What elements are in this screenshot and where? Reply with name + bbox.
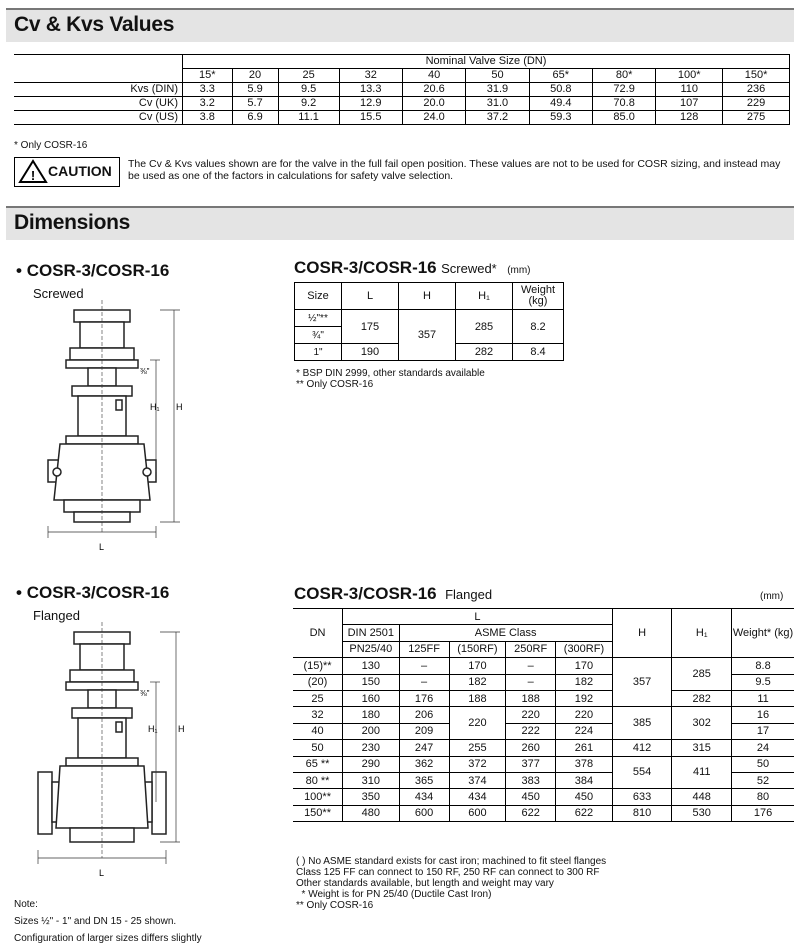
caution-text: The Cv & Kvs values shown are for the valve in the full fail open position. These values are not to be used for COSR sizing, and instead may be used as one of the factors in calculations for safety valve selection. [128,158,781,182]
value-cell: 15.5 [339,111,402,125]
value-cell: 128 [656,111,723,125]
size-header-cell: 32 [339,69,402,83]
table-row: 25 160 176 188 188 192 282 11 [293,690,794,706]
cv-size-row [14,69,790,83]
dimensions-section-header [6,206,794,240]
svg-text:!: ! [30,168,36,183]
screwed-dimensions-table [294,282,564,361]
table-row: 1" 190 282 8.4 [295,344,564,361]
value-cell: 50.8 [529,83,592,97]
table-header-row: Size L H H₁ Weight (kg) [295,283,564,310]
value-cell: 37.2 [466,111,529,125]
value-cell: 9.5 [278,83,339,97]
value-cell: 5.9 [232,83,278,97]
value-cell: 31.9 [466,83,529,97]
caution-label: CAUTION [48,163,112,179]
flanged-unit: (mm) [760,591,784,602]
row-label: Kvs (DIN) [14,83,183,97]
size-header-cell: 50 [466,69,529,83]
table-row: 100** 350 434 434 450 450 633 448 80 [293,789,794,805]
table-row: 150** 480 600 600 622 622 810 530 176 [293,805,794,821]
cv-table-header: Nominal Valve Size (DN) [183,55,790,69]
value-cell: 20.6 [402,83,465,97]
screwed-h1-label: H₁ [150,402,160,412]
row-label: Cv (US) [14,111,183,125]
flanged-l-label: L [99,868,105,878]
size-header-cell: 40 [402,69,465,83]
table-row [14,97,790,111]
table-row: (15)** 130 – 170 – 170 357 285 8.8 [293,658,794,674]
value-cell: 229 [723,97,790,111]
cv-section-title: Cv & Kvs Values [14,13,175,36]
size-header-cell: 150* [723,69,790,83]
value-cell: 59.3 [529,111,592,125]
value-cell: 20.0 [402,97,465,111]
flanged-notes: ( ) No ASME standard exists for cast iron; machined to fit steel flanges Class 125 FF can connect to 150 RF, 250 RF can connect to 300 RF Other standards available, but length and weight may vary * Weight is for PN 25/40 (Ductile Cast Iron) ** Only COSR-16 [296,856,607,911]
size-header-cell: 15* [183,69,233,83]
value-cell: 11.1 [278,111,339,125]
value-cell: 5.7 [232,97,278,111]
flanged-h1-label: H₁ [148,724,158,734]
value-cell: 275 [723,111,790,125]
flanged-conn-label: ⅜" [140,689,150,698]
screwed-notes: * BSP DIN 2999, other standards available ** Only COSR-16 [296,368,485,390]
value-cell: 9.2 [278,97,339,111]
cv-section-header [6,8,794,42]
value-cell: 49.4 [529,97,592,111]
value-cell: 12.9 [339,97,402,111]
table-row: ¾" [295,327,564,344]
table-row [14,83,790,97]
size-header-cell: 65* [529,69,592,83]
table-row: (20) 150 – 182 – 182 9.5 [293,674,794,690]
flanged-valve-drawing [30,622,190,884]
value-cell: 70.8 [592,97,655,111]
screwed-table-title: COSR-3/COSR-16 Screwed* (mm) [294,258,531,277]
value-cell: 236 [723,83,790,97]
value-cell: 31.0 [466,97,529,111]
value-cell: 107 [656,97,723,111]
screwed-product-title: • COSR-3/COSR-16 [16,261,170,280]
flanged-h-label: H [178,724,185,734]
size-header-cell: 100* [656,69,723,83]
table-row: 40 200 209 222 224 17 [293,723,794,739]
flanged-product-title: • COSR-3/COSR-16 [16,583,170,602]
size-header-cell: 25 [278,69,339,83]
dimensions-section-title: Dimensions [14,211,131,234]
value-cell: 3.3 [183,83,233,97]
size-header-cell: 20 [232,69,278,83]
cv-kvs-table [14,54,790,125]
row-label: Cv (UK) [14,97,183,111]
flanged-table-title: COSR-3/COSR-16 Flanged [294,584,493,603]
screwed-conn-label: ⅜" [140,367,150,376]
drawing-note: Note: Sizes ½" - 1" and DN 15 - 25 shown. Configuration of larger sizes differs slightly [14,899,202,944]
table-row: 80 ** 310 365 374 383 384 52 [293,772,794,788]
value-cell: 13.3 [339,83,402,97]
value-cell: 3.8 [183,111,233,125]
screwed-l-label: L [99,542,105,552]
value-cell: 6.9 [232,111,278,125]
table-row: 50 230 247 255 260 261 412 315 24 [293,740,794,756]
value-cell: 72.9 [592,83,655,97]
caution-badge [14,157,120,187]
value-cell: 24.0 [402,111,465,125]
screwed-product-subtitle: Screwed [33,286,84,301]
table-row: 32 180 206 220 220 220 385 302 16 [293,707,794,723]
size-header-cell: 80* [592,69,655,83]
cv-footnote: * Only COSR-16 [14,140,88,151]
value-cell: 110 [656,83,723,97]
screwed-valve-drawing [30,300,190,560]
value-cell: 3.2 [183,97,233,111]
value-cell: 85.0 [592,111,655,125]
table-row [14,111,790,125]
table-row: ½"** 175 357 285 8.2 [295,310,564,327]
flanged-product-subtitle: Flanged [33,608,80,623]
flanged-dimensions-table: DN L H H₁ Weight* (kg) DIN 2501 ASME Class PN25/40 125FF (150RF) 250RF (300RF) (15)** 130 – 170 – 170 357 285 8.8 (20) 150 – 182 – 182 9.5 25 160 176 188 188 192 282 11 32 180 206 220 220 220 385 302 16 40 200 209 222 224 17 50 230 247 255 260 261 412 315 24 65 ** 290 362 372 377 378 554 411 50 80 ** 310 365 374 383 384 52 100** 350 434 434 450 450 633 448 80 150** 480 600 600 622 622 810 530 176 [293,608,794,822]
table-row: 65 ** 290 362 372 377 378 554 411 50 [293,756,794,772]
screwed-h-label: H [176,402,183,412]
